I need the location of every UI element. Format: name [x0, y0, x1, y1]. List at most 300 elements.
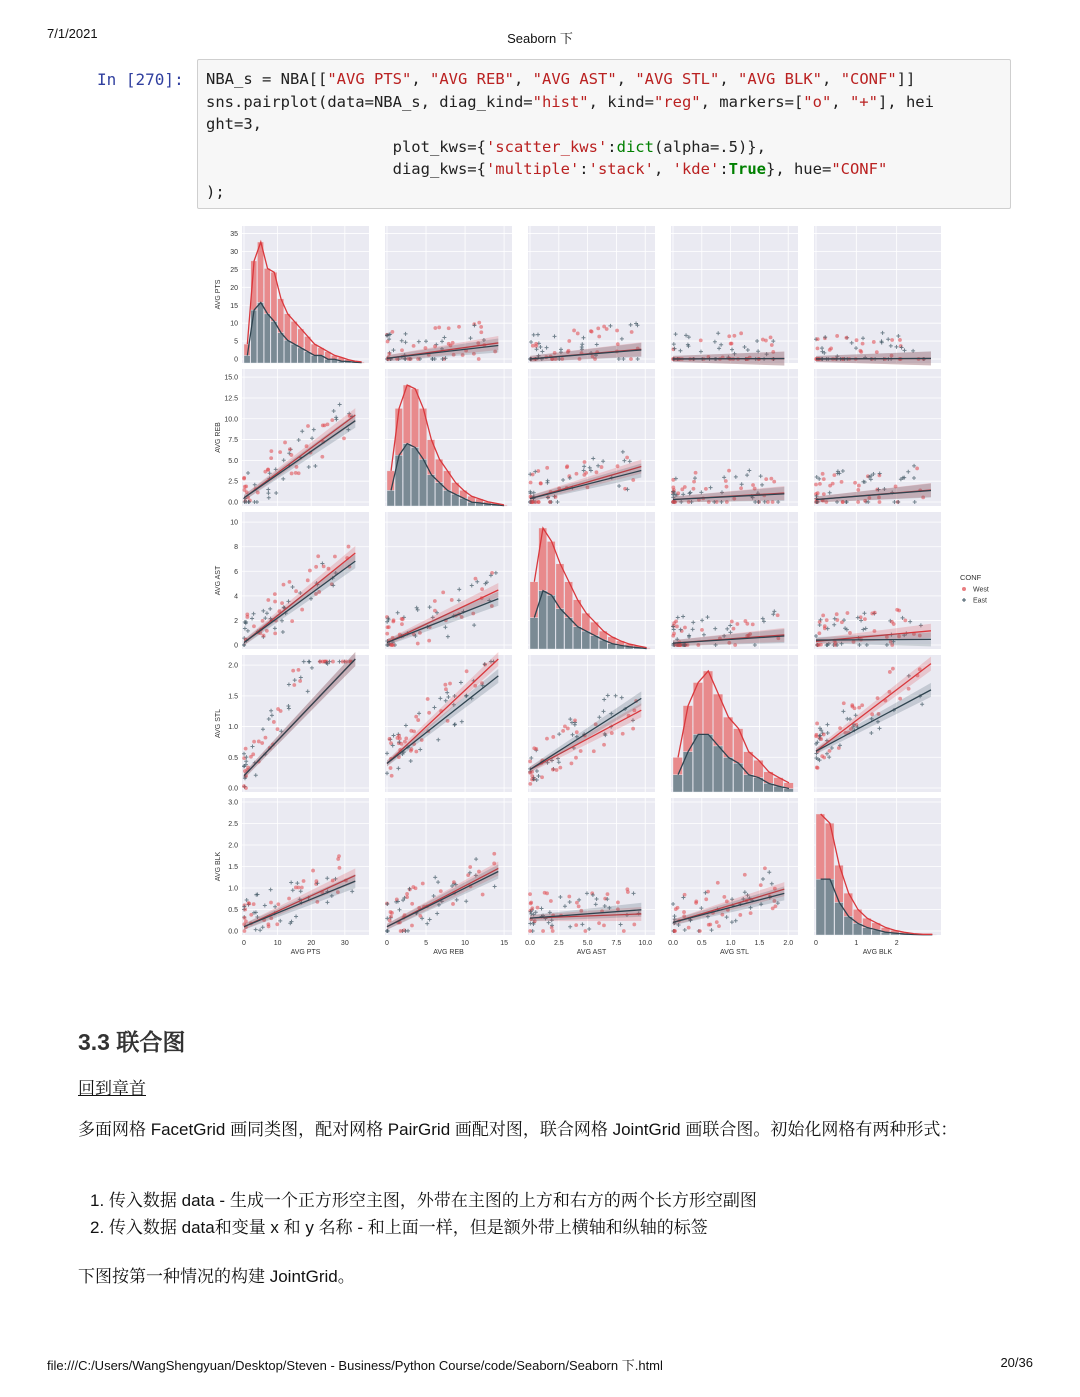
scatter-point-west [447, 326, 451, 330]
x-axis-label: AVG PTS [290, 949, 321, 956]
scatter-point-west [625, 887, 629, 891]
scatter-point-west [314, 565, 318, 569]
scatter-point-west [242, 784, 246, 788]
scatter-point-west [311, 869, 315, 873]
scatter-point-west [287, 897, 291, 901]
scatter-point-west [890, 338, 894, 342]
scatter-point-west [249, 755, 253, 759]
scatter-point-west [439, 889, 443, 893]
code-token: NBA_s = NBA[[ [206, 70, 328, 88]
scatter-point-west [261, 619, 265, 623]
scatter-point-west [320, 455, 324, 459]
init-forms-list [90, 1187, 757, 1241]
legend-title: CONF [960, 573, 982, 582]
code-line [206, 158, 1002, 181]
scatter-point-west [698, 929, 702, 933]
subplot-panel [671, 369, 798, 506]
scatter-point-west [386, 340, 390, 344]
scatter-point-west [541, 929, 545, 933]
code-token: ght=3, [206, 115, 262, 134]
hist-bar-west [835, 865, 844, 902]
scatter-point-west [857, 484, 861, 488]
scatter-point-west [622, 929, 626, 933]
scatter-point-west [861, 342, 865, 346]
scatter-point-west [582, 473, 586, 477]
scatter-point-west [308, 569, 312, 573]
code-token: "hist" [532, 92, 589, 111]
code-cell-input[interactable] [197, 59, 1011, 209]
y-tick-label: 0.0 [228, 785, 238, 793]
code-token: , [719, 70, 739, 88]
x-tick-label: 2.5 [553, 940, 564, 947]
code-token: True [728, 160, 766, 179]
scatter-point-west [410, 902, 414, 906]
scatter-point-west [263, 470, 267, 474]
scatter-point-west [388, 737, 392, 741]
scatter-point-west [389, 914, 393, 918]
scatter-point-west [631, 727, 635, 731]
hist-bar-east [723, 757, 732, 792]
scatter-point-west [330, 418, 334, 422]
hist-bar-east [278, 333, 284, 363]
scatter-point-west [477, 321, 481, 325]
scatter-point-west [273, 631, 277, 635]
scatter-point-west [625, 456, 629, 460]
y-tick-label: 4 [234, 593, 238, 601]
hist-bar-west [816, 814, 825, 879]
hist-bar-east [530, 618, 538, 649]
scatter-point-west [269, 456, 273, 460]
scatter-point-west [244, 747, 248, 751]
scatter-point-west [590, 330, 594, 334]
scatter-point-west [857, 706, 861, 710]
scatter-point-west [551, 768, 555, 772]
y-tick-label: 30 [230, 249, 238, 256]
scatter-point-west [294, 471, 298, 475]
scatter-point-west [252, 624, 256, 628]
code-token: , [653, 160, 673, 179]
scatter-point-west [427, 639, 431, 643]
scatter-point-west [579, 749, 583, 753]
scatter-point-west [592, 749, 596, 753]
scatter-point-west [262, 634, 266, 638]
scatter-point-west [583, 460, 587, 464]
code-token: 'stack' [588, 160, 654, 179]
list-item: 1. 传入数据 data - 生成一个正方形空主图，外带在主图的上方和右方的两个长方形空副图 [90, 1191, 757, 1210]
scatter-point-west [266, 598, 270, 602]
scatter-point-west [247, 902, 251, 906]
hist-bar-west [530, 582, 538, 618]
scatter-point-west [433, 609, 437, 613]
scatter-point-west [850, 703, 854, 707]
y-axis-label: AVG PTS [215, 279, 222, 310]
scatter-point-west [759, 883, 763, 887]
scatter-point-west [576, 332, 580, 336]
scatter-point-west [828, 484, 832, 488]
code-token: 'kde' [672, 160, 720, 179]
scatter-point-west [704, 897, 708, 901]
scatter-point-west [915, 467, 919, 471]
scatter-point-west [577, 905, 581, 909]
print-page-number: 20/36 [1000, 1355, 1033, 1370]
x-tick-label: 0 [814, 940, 818, 947]
scatter-point-west [724, 479, 728, 483]
y-tick-label: 0.5 [228, 754, 238, 762]
x-axis-label: AVG STL [719, 949, 750, 956]
y-tick-label: 10 [230, 320, 238, 328]
scatter-point-west [243, 929, 247, 933]
scatter-point-west [321, 424, 325, 428]
scatter-point-west [616, 901, 620, 905]
scatter-point-west [529, 481, 533, 485]
print-date: 7/1/2021 [47, 26, 98, 41]
scatter-point-west [574, 756, 578, 760]
scatter-point-west [437, 326, 441, 330]
code-line [206, 113, 1002, 136]
scatter-point-west [769, 335, 773, 339]
hist-bar-east [311, 355, 317, 363]
scatter-point-west [249, 913, 253, 917]
cell-prompt: In [270]: [97, 70, 184, 89]
subplot-panel [528, 226, 655, 363]
scatter-point-west [835, 612, 839, 616]
scatter-point-west [673, 929, 677, 933]
x-tick-label: 0 [242, 940, 246, 947]
scatter-point-west [621, 732, 625, 736]
scatter-point-west [764, 477, 768, 481]
scatter-point-west [676, 906, 680, 910]
code-token: plot_kws={ [206, 137, 486, 156]
scatter-point-west [694, 471, 698, 475]
scatter-point-west [623, 487, 627, 491]
intro-paragraph: 多面网格 FacetGrid 画同类图，配对网格 PairGrid 画配对图，联合网格 JointGrid 画联合图。初始化网格有两种形式： [78, 1120, 958, 1139]
scatter-point-west [680, 487, 684, 491]
scatter-point-west [859, 349, 863, 353]
section-heading: 3.3 联合图 [78, 1029, 186, 1055]
print-file-path: file:///C:/Users/WangShengyuan/Desktop/Steven - Business/Python Course/code/Seaborn/Seaborn 下.html [47, 1358, 663, 1373]
scatter-point-west [322, 565, 326, 569]
scatter-point-west [528, 929, 532, 933]
scatter-point-west [252, 902, 256, 906]
scatter-point-west [819, 737, 823, 741]
scatter-point-west [273, 592, 277, 596]
scatter-point-west [832, 473, 836, 477]
scatter-point-west [769, 477, 773, 481]
scatter-point-west [294, 589, 298, 593]
x-tick-label: 15 [500, 940, 508, 947]
scatter-point-west [243, 916, 247, 920]
hist-bar-west [844, 893, 853, 916]
scatter-point-west [672, 632, 676, 636]
scatter-point-west [390, 911, 394, 915]
scatter-point-west [280, 601, 284, 605]
scatter-point-west [414, 715, 418, 719]
scatter-point-west [704, 487, 708, 491]
hist-bar-west [539, 528, 547, 591]
scatter-point-west [316, 554, 320, 558]
legend-label-east: East [973, 597, 988, 605]
x-tick-label: 0.5 [696, 940, 707, 947]
scatter-point-west [738, 913, 742, 917]
scatter-point-west [276, 727, 280, 731]
scatter-point-west [745, 622, 749, 626]
scatter-point-west [816, 491, 820, 495]
scatter-point-west [814, 483, 818, 487]
scatter-point-west [683, 626, 687, 630]
scatter-point-west [465, 669, 469, 673]
hist-bar-east [284, 340, 290, 363]
scatter-point-west [891, 667, 895, 671]
x-tick-label: 0.0 [668, 940, 678, 947]
scatter-point-west [828, 749, 832, 753]
closing-paragraph: 下图按第一种情况的构建 JointGrid。 [78, 1267, 355, 1286]
scatter-point-west [433, 326, 437, 330]
scatter-point-west [306, 578, 310, 582]
scatter-point-west [822, 733, 826, 737]
scatter-point-west [536, 469, 540, 473]
scatter-point-west [873, 611, 877, 615]
scatter-point-west [572, 329, 576, 333]
scatter-point-west [288, 580, 292, 584]
hist-bar-west [284, 314, 290, 340]
code-token: , markers=[ [700, 92, 804, 111]
scatter-point-west [872, 340, 876, 344]
y-axis-label: AVG REB [215, 422, 222, 453]
scatter-point-west [450, 598, 454, 602]
subplot-panel [385, 512, 512, 649]
x-tick-label: 10 [273, 940, 282, 947]
scatter-point-west [480, 587, 484, 591]
scatter-point-west [632, 923, 636, 927]
scatter-point-west [816, 347, 820, 351]
scatter-point-west [300, 886, 304, 890]
scatter-point-west [751, 483, 755, 487]
code-token: : [719, 160, 729, 179]
scatter-point-west [300, 608, 304, 612]
scatter-point-west [763, 866, 767, 870]
scatter-point-west [567, 339, 571, 343]
scatter-point-west [441, 590, 445, 594]
scatter-point-west [602, 923, 606, 927]
y-tick-label: 0 [234, 642, 238, 650]
legend-marker-east [962, 598, 966, 602]
scatter-point-west [444, 687, 448, 691]
subplot-panel [814, 226, 941, 363]
code-token: "CONF" [831, 160, 888, 179]
scatter-point-west [292, 683, 296, 687]
y-tick-label: 8 [234, 544, 238, 552]
scatter-point-west [597, 335, 601, 339]
subplot-panel [242, 655, 369, 792]
hist-bar-west [703, 671, 712, 734]
scatter-point-west [575, 730, 579, 734]
y-tick-label: 0 [234, 356, 238, 364]
y-axis-label: AVG AST [215, 565, 222, 596]
scatter-point-west [385, 632, 389, 636]
scatter-point-west [600, 465, 604, 469]
scatter-point-west [860, 703, 864, 707]
hist-bar-east [713, 746, 722, 792]
scatter-point-west [732, 334, 736, 338]
code-token: diag_kws={ [206, 160, 486, 179]
y-tick-label: 0.0 [228, 928, 238, 936]
scatter-point-west [545, 891, 549, 895]
regline-east [816, 639, 931, 640]
scatter-point-west [433, 599, 437, 603]
scatter-point-west [540, 775, 544, 779]
x-tick-label: 7.5 [611, 940, 622, 947]
hist-bar-east [419, 459, 426, 506]
scatter-point-west [338, 866, 342, 870]
scatter-point-west [694, 899, 698, 903]
scatter-point-west [276, 707, 280, 711]
scatter-point-west [888, 670, 892, 674]
scatter-point-west [290, 453, 294, 457]
x-tick-label: 10 [461, 940, 469, 947]
scatter-point-west [575, 901, 579, 905]
scatter-point-west [545, 737, 549, 741]
scatter-point-west [739, 331, 743, 335]
scatter-point-west [815, 733, 819, 737]
scatter-point-west [410, 924, 414, 928]
code-token: "AVG STL" [635, 70, 720, 88]
scatter-point-west [399, 929, 403, 933]
scatter-point-west [275, 922, 279, 926]
regline-east [816, 358, 931, 359]
scatter-point-west [903, 618, 907, 622]
scatter-point-west [468, 865, 472, 869]
scatter-point-west [390, 774, 394, 778]
x-tick-label: 2.0 [783, 940, 794, 947]
x-tick-label: 1.5 [754, 940, 765, 947]
hist-bar-east [565, 618, 573, 649]
x-tick-label: 5 [424, 940, 428, 947]
code-token: : [607, 137, 617, 156]
scatter-point-west [530, 906, 534, 910]
scatter-point-west [290, 472, 294, 476]
scatter-point-west [761, 338, 765, 342]
scatter-point-west [551, 735, 555, 739]
scatter-point-west [294, 886, 298, 890]
scatter-point-west [846, 611, 850, 615]
scatter-point-west [412, 344, 416, 348]
x-tick-label: 1.0 [725, 940, 736, 947]
y-tick-label: 10.0 [224, 416, 238, 424]
scatter-point-west [575, 472, 579, 476]
y-axis-label: AVG BLK [215, 851, 222, 882]
scatter-point-west [416, 718, 420, 722]
y-tick-label: 15.0 [224, 374, 238, 382]
scatter-point-west [735, 622, 739, 626]
scatter-point-west [302, 879, 306, 883]
scatter-point-west [452, 880, 456, 884]
scatter-point-west [336, 857, 340, 861]
scatter-point-west [727, 334, 731, 338]
scatter-point-west [853, 481, 857, 485]
scatter-point-west [574, 923, 578, 927]
scatter-point-west [716, 881, 720, 885]
scatter-point-west [732, 627, 736, 631]
scatter-point-west [630, 330, 634, 334]
code-token: "AVG AST" [532, 70, 617, 88]
scatter-point-west [692, 480, 696, 484]
scatter-point-west [545, 466, 549, 470]
y-tick-label: 2.0 [228, 842, 238, 850]
y-tick-label: 15 [230, 302, 238, 310]
scatter-point-west [897, 609, 901, 613]
scatter-point-west [391, 620, 395, 624]
scatter-point-west [288, 447, 292, 451]
scatter-point-west [492, 852, 496, 856]
y-tick-label: 25 [230, 266, 238, 274]
code-token: , [831, 92, 850, 111]
hist-bar-west [556, 564, 564, 609]
scatter-point-west [699, 339, 703, 343]
hist-bar-east [411, 447, 418, 506]
scatter-point-west [389, 766, 393, 770]
scatter-point-west [479, 330, 483, 334]
hist-bar-east [403, 444, 410, 506]
code-token: "CONF" [840, 70, 897, 88]
y-tick-label: 35 [230, 231, 238, 239]
scatter-point-west [534, 747, 538, 751]
hist-bar-west [825, 823, 834, 879]
hist-bar-east [387, 490, 394, 506]
scatter-point-west [451, 902, 455, 906]
code-token: , [822, 70, 841, 88]
scatter-point-west [817, 631, 821, 635]
y-tick-label: 5.0 [228, 457, 238, 465]
scatter-point-west [457, 325, 461, 329]
scatter-point-west [400, 348, 404, 352]
code-token: ], hei [877, 92, 934, 111]
scatter-point-west [675, 625, 679, 629]
scatter-point-west [700, 628, 704, 632]
scatter-point-west [421, 882, 425, 886]
code-token: , [514, 70, 533, 88]
hist-bar-east [547, 595, 555, 649]
scatter-point-west [629, 357, 633, 361]
x-tick-label: 5.0 [582, 940, 593, 947]
pairplot-svg [196, 222, 996, 962]
scatter-point-west [729, 342, 733, 346]
scatter-point-west [615, 329, 619, 333]
scatter-point-west [875, 350, 879, 354]
scatter-point-west [405, 892, 409, 896]
legend-marker-west [962, 587, 966, 591]
scatter-point-west [566, 727, 570, 731]
x-tick-label: 1 [854, 940, 859, 947]
code-token: }, hue= [765, 160, 832, 179]
scatter-point-west [570, 762, 574, 766]
code-token: sns.pairplot(data=NBA_s, diag_kind= [206, 92, 533, 111]
scatter-point-west [278, 450, 282, 454]
code-token: "o" [803, 92, 832, 111]
x-axis-label: AVG AST [576, 949, 607, 956]
y-tick-label: 0.5 [228, 907, 238, 914]
hist-bar-east [244, 355, 250, 363]
x-tick-label: 0.0 [525, 940, 535, 947]
code-line [206, 91, 1002, 114]
scatter-point-west [326, 422, 330, 426]
scatter-point-west [749, 911, 753, 915]
scatter-point-west [606, 892, 610, 896]
x-tick-label: 0 [385, 940, 389, 947]
scatter-point-west [829, 346, 833, 350]
x-tick-label: 10.0 [638, 940, 653, 947]
scatter-point-west [269, 901, 273, 905]
back-to-chapter-link[interactable]: 回到章首 [78, 1079, 146, 1098]
